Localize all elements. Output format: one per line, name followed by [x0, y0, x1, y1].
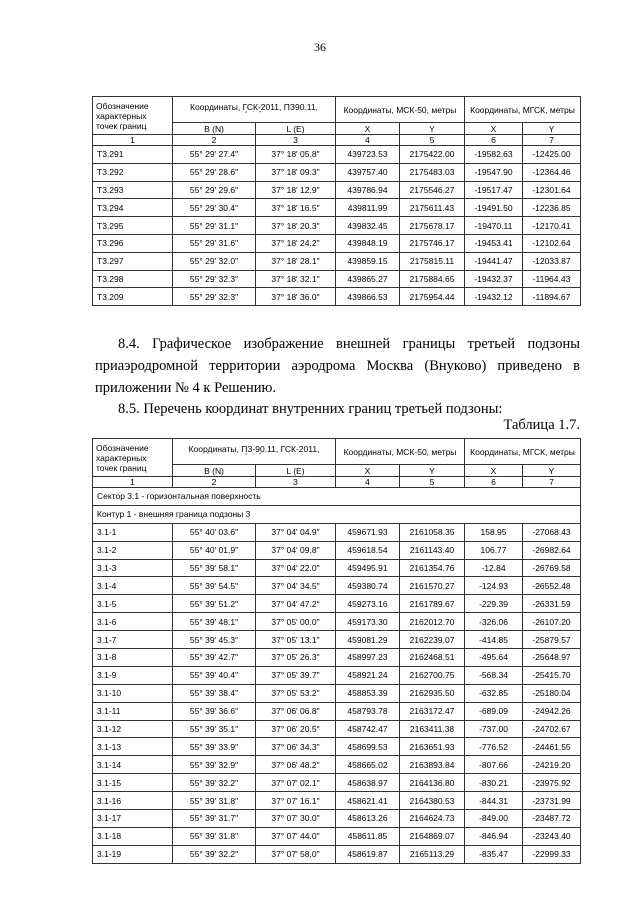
point-id-cell: 3.1-9 [93, 666, 173, 684]
longitude-l-cell: 37° 05' 39.7" [256, 666, 336, 684]
header-l: L (E) [256, 123, 336, 135]
table-row [93, 217, 581, 235]
msk-y-cell: 2161570.27 [400, 577, 465, 595]
coordinates-table-outer-boundary [92, 96, 581, 306]
latitude-b-cell: 55° 39' 45.3" [173, 631, 256, 649]
msk-x-cell: 458742.47 [336, 720, 400, 738]
mgsk-y-cell: -23731.99 [523, 792, 581, 810]
msk-y-cell: 2163172.47 [400, 702, 465, 720]
table-row [93, 720, 581, 738]
mgsk-y-cell: -26331.59 [523, 595, 581, 613]
mgsk-x-cell: -19441.47 [465, 252, 523, 270]
column-numbers-row [93, 135, 581, 146]
column-number-cell: 2 [173, 135, 256, 146]
mgsk-y-cell: -25648.97 [523, 649, 581, 667]
msk-x-cell: 439866.53 [336, 288, 400, 306]
column-number-cell: 6 [465, 135, 523, 146]
mgsk-y-cell: -24461.55 [523, 738, 581, 756]
msk-y-cell: 2175483.03 [400, 163, 465, 181]
msk-y-cell: 2164136.80 [400, 774, 465, 792]
latitude-b-cell: 55° 39' 31.8" [173, 827, 256, 845]
longitude-l-cell: 37° 18' 16.5" [256, 199, 336, 217]
longitude-l-cell: 37° 07' 16.1" [256, 792, 336, 810]
msk-x-cell: 439865.27 [336, 270, 400, 288]
mgsk-y-cell: -26107.20 [523, 613, 581, 631]
mgsk-x-cell: -19582.63 [465, 146, 523, 164]
latitude-b-cell: 55° 29' 27.4" [173, 146, 256, 164]
mgsk-y-cell: -24219.20 [523, 756, 581, 774]
mgsk-y-cell: -24942.26 [523, 702, 581, 720]
column-number-cell: 1 [93, 135, 173, 146]
msk-y-cell: 2164869.07 [400, 827, 465, 845]
header-y: Y [400, 465, 465, 477]
msk-y-cell: 2162700.75 [400, 666, 465, 684]
msk-y-cell: 2175954.44 [400, 288, 465, 306]
mgsk-x-cell: -19453.41 [465, 234, 523, 252]
table-row [93, 595, 581, 613]
header-gsk: Координаты, ГСК-2011, ПЗ90.11, ° ′ ″ [173, 97, 336, 123]
point-id-cell: Т3.293 [93, 181, 173, 199]
point-id-cell: 3.1-16 [93, 792, 173, 810]
mgsk-x-cell: -19432.12 [465, 288, 523, 306]
latitude-b-cell: 55° 39' 32.9" [173, 756, 256, 774]
latitude-b-cell: 55° 39' 32.2" [173, 774, 256, 792]
point-id-cell: 3.1-12 [93, 720, 173, 738]
msk-x-cell: 459081.29 [336, 631, 400, 649]
table-row [93, 270, 581, 288]
longitude-l-cell: 37° 18' 28.1" [256, 252, 336, 270]
point-id-cell: Т3.296 [93, 234, 173, 252]
msk-x-cell: 439848.19 [336, 234, 400, 252]
point-id-cell: Т3.292 [93, 163, 173, 181]
sector-row [93, 488, 581, 506]
column-number-cell: 5 [400, 477, 465, 488]
latitude-b-cell: 55° 29' 29.6" [173, 181, 256, 199]
msk-y-cell: 2175815.11 [400, 252, 465, 270]
msk-y-cell: 2163893.84 [400, 756, 465, 774]
point-id-cell: 3.1-5 [93, 595, 173, 613]
msk-y-cell: 2161058.35 [400, 523, 465, 541]
point-id-cell: 3.1-6 [93, 613, 173, 631]
longitude-l-cell: 37° 05' 53.2" [256, 684, 336, 702]
header-point-label: Обозначение характерных точек границ [93, 97, 173, 135]
latitude-b-cell: 55° 29' 31.6" [173, 234, 256, 252]
mgsk-y-cell: -25180.04 [523, 684, 581, 702]
msk-y-cell: 2163651.93 [400, 738, 465, 756]
msk-x-cell: 459618.54 [336, 541, 400, 559]
msk-y-cell: 2175746.17 [400, 234, 465, 252]
point-id-cell: 3.1-14 [93, 756, 173, 774]
column-numbers-row [93, 477, 581, 488]
latitude-b-cell: 55° 39' 35.1" [173, 720, 256, 738]
mgsk-x-cell: -326.06 [465, 613, 523, 631]
header-mgsk: Координаты, МГСК, метры [465, 97, 581, 123]
table-row [93, 288, 581, 306]
latitude-b-cell: 55° 29' 31.1" [173, 217, 256, 235]
point-id-cell: 3.1-10 [93, 684, 173, 702]
mgsk-x-cell: -124.93 [465, 577, 523, 595]
msk-x-cell: 439723.53 [336, 146, 400, 164]
table-row [93, 631, 581, 649]
longitude-l-cell: 37° 05' 26.3" [256, 649, 336, 667]
table-row [93, 163, 581, 181]
column-number-cell: 3 [256, 477, 336, 488]
mgsk-x-cell: -12.84 [465, 559, 523, 577]
msk-y-cell: 2175611.43 [400, 199, 465, 217]
table-row [93, 666, 581, 684]
mgsk-y-cell: -12236.85 [523, 199, 581, 217]
msk-x-cell: 458611.85 [336, 827, 400, 845]
table-row [93, 738, 581, 756]
mgsk-x-cell: -776.52 [465, 738, 523, 756]
page-number: 36 [314, 40, 326, 54]
table-row [93, 756, 581, 774]
msk-y-cell: 2175884.65 [400, 270, 465, 288]
latitude-b-cell: 55° 29' 32.3" [173, 270, 256, 288]
table-row [93, 684, 581, 702]
table-row [93, 792, 581, 810]
longitude-l-cell: 37° 07' 30.0" [256, 810, 336, 828]
mgsk-y-cell: -12301.64 [523, 181, 581, 199]
mgsk-y-cell: -25415.70 [523, 666, 581, 684]
header-x: X [336, 465, 400, 477]
mgsk-y-cell: -12364.46 [523, 163, 581, 181]
msk-x-cell: 458793.78 [336, 702, 400, 720]
longitude-l-cell: 37° 05' 13.1" [256, 631, 336, 649]
mgsk-x-cell: -568.34 [465, 666, 523, 684]
latitude-b-cell: 55° 39' 31.8" [173, 792, 256, 810]
longitude-l-cell: 37° 04' 47.2" [256, 595, 336, 613]
table-row [93, 234, 581, 252]
longitude-l-cell: 37° 06' 34.3" [256, 738, 336, 756]
mgsk-y-cell: -23243.40 [523, 827, 581, 845]
mgsk-y-cell: -12102.64 [523, 234, 581, 252]
mgsk-x-cell: -835.47 [465, 845, 523, 863]
header-gsk: Координаты, ПЗ-90.11, ГСК-2011, ° ′ ″ [173, 439, 336, 465]
point-id-cell: 3.1-19 [93, 845, 173, 863]
latitude-b-cell: 55° 29' 28.6" [173, 163, 256, 181]
latitude-b-cell: 55° 39' 31.7" [173, 810, 256, 828]
mgsk-x-cell: -414.85 [465, 631, 523, 649]
column-number-cell: 4 [336, 135, 400, 146]
mgsk-x-cell: -844.31 [465, 792, 523, 810]
table-row [93, 649, 581, 667]
header-point-label: Обозначение характерных точек границ [93, 439, 173, 477]
point-id-cell: 3.1-1 [93, 523, 173, 541]
table-row [93, 702, 581, 720]
point-id-cell: Т3.297 [93, 252, 173, 270]
latitude-b-cell: 55° 39' 36.6" [173, 702, 256, 720]
column-number-cell: 7 [523, 477, 581, 488]
header-x: X [465, 123, 523, 135]
msk-x-cell: 459671.93 [336, 523, 400, 541]
msk-y-cell: 2165113.29 [400, 845, 465, 863]
mgsk-x-cell: -19517.47 [465, 181, 523, 199]
point-id-cell: 3.1-7 [93, 631, 173, 649]
header-y: Y [523, 123, 581, 135]
msk-x-cell: 439757.40 [336, 163, 400, 181]
latitude-b-cell: 55° 39' 42.7" [173, 649, 256, 667]
msk-x-cell: 458619.87 [336, 845, 400, 863]
longitude-l-cell: 37° 04' 22.0" [256, 559, 336, 577]
header-y: Y [400, 123, 465, 135]
msk-x-cell: 458638.97 [336, 774, 400, 792]
msk-x-cell: 458665.02 [336, 756, 400, 774]
longitude-l-cell: 37° 18' 20.3" [256, 217, 336, 235]
mgsk-x-cell: -689.09 [465, 702, 523, 720]
msk-x-cell: 458613.26 [336, 810, 400, 828]
longitude-l-cell: 37° 18' 12.9" [256, 181, 336, 199]
msk-y-cell: 2175422.00 [400, 146, 465, 164]
table-row [93, 774, 581, 792]
mgsk-x-cell: -830.21 [465, 774, 523, 792]
contour-label: Контур 1 - внешняя граница подзоны 3 [93, 505, 581, 523]
mgsk-y-cell: -26552.48 [523, 577, 581, 595]
table-row [93, 146, 581, 164]
mgsk-y-cell: -12170.41 [523, 217, 581, 235]
paragraph-8-4: 8.4. Графическое изображение внешней границы третьей подзоны приаэродромной территории аэродрома Москва (Внуково) приведено в приложении № 4 к Решению. [95, 336, 580, 396]
msk-y-cell: 2164624.73 [400, 810, 465, 828]
header-b: B (N) [173, 465, 256, 477]
msk-x-cell: 458997.23 [336, 649, 400, 667]
mgsk-x-cell: -632.85 [465, 684, 523, 702]
longitude-l-cell: 37° 04' 09.8" [256, 541, 336, 559]
table-row [93, 827, 581, 845]
mgsk-x-cell: -495.64 [465, 649, 523, 667]
msk-y-cell: 2161354.76 [400, 559, 465, 577]
latitude-b-cell: 55° 39' 32.2" [173, 845, 256, 863]
msk-x-cell: 458699.53 [336, 738, 400, 756]
longitude-l-cell: 37° 18' 36.0" [256, 288, 336, 306]
column-number-cell: 5 [400, 135, 465, 146]
latitude-b-cell: 55° 39' 33.9" [173, 738, 256, 756]
header-x: X [336, 123, 400, 135]
mgsk-y-cell: -12033.87 [523, 252, 581, 270]
latitude-b-cell: 55° 40' 01.9" [173, 541, 256, 559]
header-l: L (E) [256, 465, 336, 477]
point-id-cell: Т3.209 [93, 288, 173, 306]
latitude-b-cell: 55° 29' 32.3" [173, 288, 256, 306]
header-msk: Координаты, МСК-50, метры [336, 97, 465, 123]
msk-x-cell: 458853.39 [336, 684, 400, 702]
msk-x-cell: 439786.94 [336, 181, 400, 199]
mgsk-y-cell: -11964.43 [523, 270, 581, 288]
mgsk-x-cell: -807.66 [465, 756, 523, 774]
point-id-cell: 3.1-17 [93, 810, 173, 828]
point-id-cell: Т3.291 [93, 146, 173, 164]
longitude-l-cell: 37° 18' 05.8" [256, 146, 336, 164]
point-id-cell: Т3.294 [93, 199, 173, 217]
msk-x-cell: 459495.91 [336, 559, 400, 577]
msk-x-cell: 459173.30 [336, 613, 400, 631]
latitude-b-cell: 55° 39' 51.2" [173, 595, 256, 613]
table-row [93, 523, 581, 541]
table-row [93, 541, 581, 559]
column-number-cell: 2 [173, 477, 256, 488]
point-id-cell: 3.1-13 [93, 738, 173, 756]
point-id-cell: Т3.295 [93, 217, 173, 235]
mgsk-y-cell: -12425.00 [523, 146, 581, 164]
msk-x-cell: 439832.45 [336, 217, 400, 235]
longitude-l-cell: 37° 18' 09.3" [256, 163, 336, 181]
table-row [93, 577, 581, 595]
msk-x-cell: 459273.16 [336, 595, 400, 613]
msk-x-cell: 459380.74 [336, 577, 400, 595]
table-row [93, 845, 581, 863]
mgsk-y-cell: -26982.64 [523, 541, 581, 559]
mgsk-x-cell: -19432.37 [465, 270, 523, 288]
column-number-cell: 4 [336, 477, 400, 488]
mgsk-x-cell: -19547.90 [465, 163, 523, 181]
msk-y-cell: 2162012.70 [400, 613, 465, 631]
contour-row [93, 505, 581, 523]
latitude-b-cell: 55° 39' 40.4" [173, 666, 256, 684]
table-row [93, 252, 581, 270]
longitude-l-cell: 37° 06' 06.8" [256, 702, 336, 720]
mgsk-y-cell: -23975.92 [523, 774, 581, 792]
msk-y-cell: 2162239.07 [400, 631, 465, 649]
longitude-l-cell: 37° 04' 04.9" [256, 523, 336, 541]
point-id-cell: 3.1-2 [93, 541, 173, 559]
mgsk-x-cell: -846.94 [465, 827, 523, 845]
latitude-b-cell: 55° 29' 32.0" [173, 252, 256, 270]
longitude-l-cell: 37° 06' 20.5" [256, 720, 336, 738]
header-b: B (N) [173, 123, 256, 135]
msk-x-cell: 439859.15 [336, 252, 400, 270]
column-number-cell: 6 [465, 477, 523, 488]
msk-y-cell: 2161789.67 [400, 595, 465, 613]
column-number-cell: 1 [93, 477, 173, 488]
mgsk-x-cell: -19470.11 [465, 217, 523, 235]
msk-y-cell: 2162468.51 [400, 649, 465, 667]
longitude-l-cell: 37° 18' 32.1" [256, 270, 336, 288]
longitude-l-cell: 37° 05' 00.0" [256, 613, 336, 631]
latitude-b-cell: 55° 40' 03.6" [173, 523, 256, 541]
mgsk-x-cell: 106.77 [465, 541, 523, 559]
mgsk-y-cell: -11894.67 [523, 288, 581, 306]
mgsk-x-cell: -229.39 [465, 595, 523, 613]
longitude-l-cell: 37° 07' 44.0" [256, 827, 336, 845]
longitude-l-cell: 37° 07' 58.0" [256, 845, 336, 863]
header-y: Y [523, 465, 581, 477]
longitude-l-cell: 37° 04' 34.5" [256, 577, 336, 595]
latitude-b-cell: 55° 39' 38.4" [173, 684, 256, 702]
msk-y-cell: 2163411.38 [400, 720, 465, 738]
latitude-b-cell: 55° 39' 54.5" [173, 577, 256, 595]
table-row [93, 181, 581, 199]
header-x: X [465, 465, 523, 477]
table-caption: Таблица 1.7. [503, 417, 580, 433]
point-id-cell: 3.1-15 [93, 774, 173, 792]
latitude-b-cell: 55° 39' 58.1" [173, 559, 256, 577]
msk-y-cell: 2175546.27 [400, 181, 465, 199]
mgsk-y-cell: -24702.67 [523, 720, 581, 738]
table-row [93, 613, 581, 631]
mgsk-y-cell: -26769.58 [523, 559, 581, 577]
paragraph-8-5: 8.5. Перечень координат внутренних границ третьей подзоны: [118, 401, 503, 417]
coordinates-table-inner-boundary [92, 438, 581, 864]
point-id-cell: 3.1-18 [93, 827, 173, 845]
column-number-cell: 7 [523, 135, 581, 146]
header-msk: Координаты, МСК-50, метры [336, 439, 465, 465]
msk-x-cell: 439811.99 [336, 199, 400, 217]
mgsk-x-cell: -737.00 [465, 720, 523, 738]
point-id-cell: 3.1-4 [93, 577, 173, 595]
point-id-cell: 3.1-11 [93, 702, 173, 720]
mgsk-y-cell: -27068.43 [523, 523, 581, 541]
point-id-cell: 3.1-8 [93, 649, 173, 667]
mgsk-x-cell: -849.00 [465, 810, 523, 828]
point-id-cell: 3.1-3 [93, 559, 173, 577]
table-row [93, 559, 581, 577]
longitude-l-cell: 37° 07' 02.1" [256, 774, 336, 792]
sector-label: Сектор 3.1 - горизонтальная поверхность [93, 488, 581, 506]
mgsk-y-cell: -25879.57 [523, 631, 581, 649]
column-number-cell: 3 [256, 135, 336, 146]
mgsk-x-cell: 158.95 [465, 523, 523, 541]
mgsk-y-cell: -22999.33 [523, 845, 581, 863]
longitude-l-cell: 37° 06' 48.2" [256, 756, 336, 774]
msk-y-cell: 2164380.53 [400, 792, 465, 810]
mgsk-x-cell: -19491.50 [465, 199, 523, 217]
longitude-l-cell: 37° 18' 24.2" [256, 234, 336, 252]
latitude-b-cell: 55° 39' 48.1" [173, 613, 256, 631]
mgsk-y-cell: -23487.72 [523, 810, 581, 828]
table-row [93, 199, 581, 217]
latitude-b-cell: 55° 29' 30.4" [173, 199, 256, 217]
msk-y-cell: 2175678.17 [400, 217, 465, 235]
msk-y-cell: 2162935.50 [400, 684, 465, 702]
header-mgsk: Координаты, МГСК, метры [465, 439, 581, 465]
msk-x-cell: 458921.24 [336, 666, 400, 684]
msk-x-cell: 458621.41 [336, 792, 400, 810]
point-id-cell: Т3.298 [93, 270, 173, 288]
table-row [93, 810, 581, 828]
msk-y-cell: 2161143.40 [400, 541, 465, 559]
